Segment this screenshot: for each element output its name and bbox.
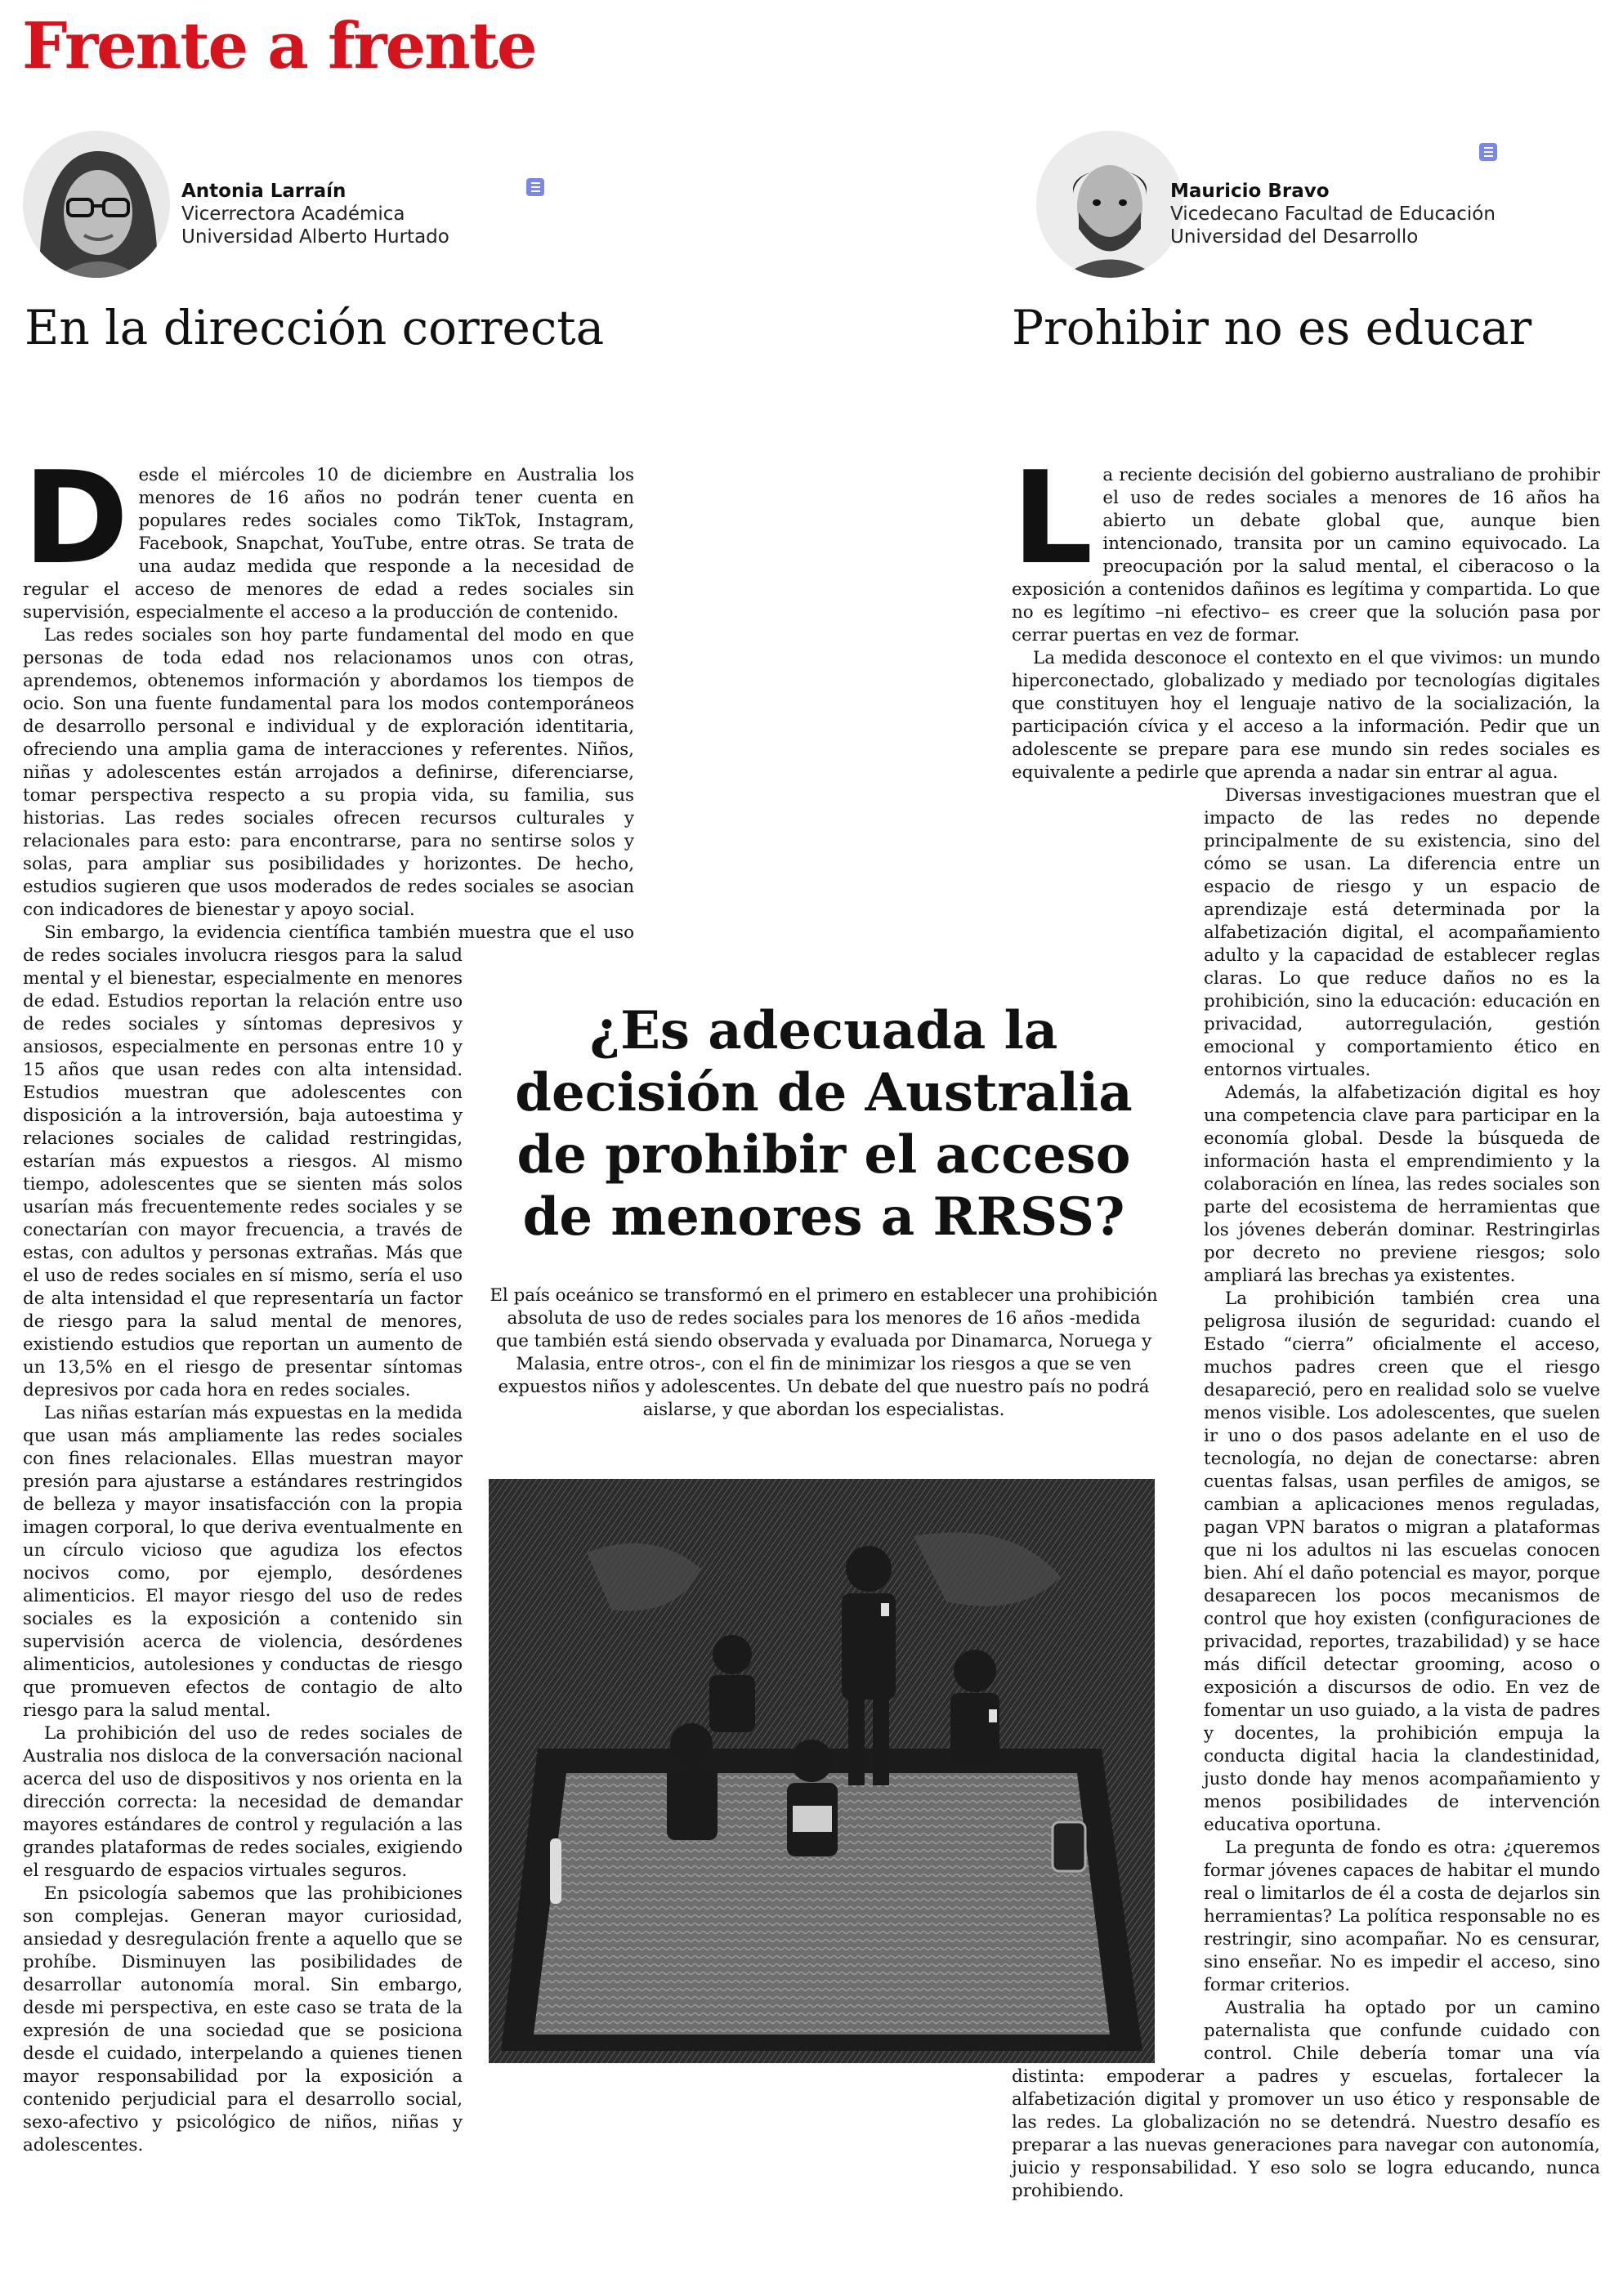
- left-paragraph: En psicología sabemos que las prohibiciones son complejas. Generan mayor curiosidad, ansiedad y desregulación frente a aquello que se prohíbe. Disminuyen las posibilidades de desarrollar autonomía moral. Sin embargo, desde mi perspectiva, en este caso se trata de la expresión de una sociedad que se posiciona desde el cuidado, interpelando a quienes tienen mayor responsabilidad por la exposición a contenido perjudicial para el desarrollo social, sexo-afectivo y psicológico de niños, niñas y adolescentes.: [23, 1883, 463, 2155]
- right-note-icon[interactable]: [1479, 143, 1497, 161]
- debate-lead: El país oceánico se transformó en el primero en establecer una prohibición absoluta de uso de redes sociales para los menores de 16 años -medida que también está siendo observada y evaluada por Dinamarca, Noruega y Malasia, entre otros-, con el fin de minimizar los riesgos a que se ven expuestos niños y adolescentes. Un debate del que nuestro país no podrá aislarse, y que abordan los especialistas.: [490, 1285, 1158, 1420]
- right-paragraph: Además, la alfabetización digital es hoy una competencia clave para participar en la economía global. Desde la búsqueda de información hasta el emprendimiento y la colaboración en línea, las redes sociales son parte del ecosistema de herramientas que los jóvenes deberán dominar. Restringirlas por decreto no previene riesgos; solo ampliará las brechas ya existentes.: [1204, 1083, 1600, 1286]
- right-author-role: Vicedecano Facultad de Educación: [1170, 203, 1496, 225]
- right-paragraph: Australia ha optado por un camino paternalista que confunde cuidado con control. Chile debería tomar una vía distinta: empoderar a padres y escuelas, fortalecer la alfabetización digital y promover un uso ético y responsable de las redes. La globalización no se detendrá. Nuestro desafío es preparar a las nuevas generaciones para navegar con autonomía, juicio y responsabilidad. Y eso solo se logra educando, nunca prohibiendo.: [1012, 1998, 1600, 2201]
- left-paragraph: La prohibición del uso de redes sociales de Australia nos disloca de la conversación nacional acerca del uso de dispositivos y nos orienta en la dirección correcta: la necesidad de demandar mayores estándares de control y regulación a las grandes plataformas de redes sociales, exigiendo el resguardo de espacios virtuales seguros.: [23, 1723, 463, 1881]
- right-author-byline: [1170, 180, 1496, 248]
- left-dropcap: D: [23, 444, 129, 592]
- right-paragraph: La pregunta de fondo es otra: ¿queremos formar jóvenes capaces de habitar el mundo real o limitarlos de él a costa de dejarlos sin herramientas? La política responsable no es restringir, sino acompañar. No es censurar, sino enseñar. No es impedir el acceso, sino formar criterios.: [1204, 1838, 1600, 1995]
- right-paragraph: La medida desconoce el contexto en el que vivimos: un mundo hiperconectado, globalizado y mediado por tecnologías digitales que constituyen hoy el lenguaje nativo de la socialización, la participación cívica y el acceso a la información. Pedir que un adolescente se prepare para ese mundo sin redes sociales es equivalente a pedirle que aprenda a nadar sin entrar al agua.: [1012, 648, 1600, 783]
- left-paragraph: Las niñas estarían más expuestas en la medida que usan más ampliamente las redes sociales con fines relacionales. Ellas muestran mayor presión para ajustarse a estándares restringidos de belleza y mayor insatisfacción con la propia imagen corporal, lo que deriva eventualmente en un círculo vicioso que agudiza los efectos nocivos como, por ejemplo, desórdenes alimenticios. El mayor riesgo del uso de redes sociales es la exposición a contenido sin supervisión acerca de violencia, desórdenes alimenticios, autolesiones y conductas de riesgo que promueven efectos de contagio de alto riesgo para la salud mental.: [23, 1403, 463, 1721]
- portrait-woman-icon: [23, 131, 170, 278]
- right-author-photo: [1036, 131, 1183, 278]
- right-dropcap: L: [1012, 444, 1093, 592]
- left-paragraph: Sin embargo, la evidencia científica también muestra que el uso de redes sociales involucra riesgos para la salud mental y el bienestar, especialmente en menores de edad. Estudios reportan la relación entre uso de redes sociales y síntomas depresivos y ansiosos, especialmente en personas entre 10 y 15 años que usan redes con alta intensidad. Estudios muestran que adolescentes con disposición a la introversión, baja autoestima y relaciones sociales de calidad restringidas, estarían más expuestos a riesgos. Al mismo tiempo, adolescentes que se sienten más solos usarían más frecuentemente redes sociales y se conectarían con mayor frecuencia, a través de estas, con adultos y personas extrañas. Más que el uso de redes sociales en sí mismo, sería el uso de alta intensidad el que representaría un factor de riesgo para la salud mental de menores, existiendo estudios que reportan un aumento de un 13,5% en el riesgo de presentar síntomas depresivos por cada hora en redes sociales.: [23, 922, 634, 1400]
- teens-in-tablet-pool-illustration-icon: [489, 1479, 1155, 2063]
- right-headline: Prohibir no es educar: [1012, 300, 1532, 355]
- right-paragraph: a reciente decisión del gobierno australiano de prohibir el uso de redes sociales a menores de 16 años ha abierto un debate global que, aunque bien intencionado, transita por un camino equivocado. La preocupación por la salud mental, el ciberacoso o la exposición a contenidos dañinos es legítima y compartida. Lo que no es legítimo –ni efectivo– es creer que la solución pasa por cerrar puertas en vez de formar.: [1012, 465, 1600, 645]
- left-author-photo: [23, 131, 170, 278]
- right-author-institution: Universidad del Desarrollo: [1170, 226, 1419, 248]
- left-note-icon[interactable]: [526, 178, 544, 196]
- illustration: [489, 1479, 1155, 2063]
- left-paragraph: esde el miércoles 10 de diciembre en Australia los menores de 16 años no podrán tener cuenta en populares redes sociales como TikTok, Instagram, Facebook, Snapchat, YouTube, entre otras. Se trata de una audaz medida que responde a la necesidad de regular el acceso de menores de edad a redes sociales sin supervisión, especialmente el acceso a la producción de contenido.: [23, 465, 634, 623]
- debate-question: ¿Es adecuada la decisión de Australia de prohibir el acceso de menores a RRSS?: [515, 1000, 1133, 1248]
- section-title: Frente a frente: [22, 9, 536, 83]
- right-paragraph: Diversas investigaciones muestran que el impacto de las redes no depende principalmente de su existencia, sino del cómo se usan. La diferencia entre un espacio de riesgo y un espacio de aprendizaje está determinada por la alfabetización digital, el acompañamiento adulto y la capacidad de establecer reglas claras. Lo que reduce daños no es la prohibición, sino la educación: educación en privacidad, autorregulación, gestión emocional y comportamiento ético en entornos virtuales.: [1204, 785, 1600, 1080]
- left-paragraph: Las redes sociales son hoy parte fundamental del modo en que personas de toda edad nos relacionamos unos con otras, aprendemos, obtenemos información y abordamos los tiempos de ocio. Son una fuente fundamental para los modos contemporáneos de desarrollo personal e individual y de exploración identitaria, ofreciendo una amplia gama de interacciones y referentes. Niños, niñas y adolescentes están arrojados a definirse, diferenciarse, tomar perspectiva respecto a su propia vida, su familia, sus historias. Las redes sociales ofrecen recursos culturales y relacionales para esto: para encontrarse, para no sentirse solos y solas, para ampliar sus posibilidades y horizontes. De hecho, estudios sugieren que usos moderados de redes sociales se asocian con indicadores de bienestar y apoyo social.: [23, 625, 634, 920]
- left-author-institution: Universidad Alberto Hurtado: [181, 226, 449, 248]
- left-headline: En la dirección correcta: [25, 300, 605, 355]
- portrait-man-icon: [1036, 131, 1183, 278]
- left-author-byline: [181, 180, 449, 248]
- left-author-role: Vicerrectora Académica: [181, 203, 405, 225]
- left-author-name: Antonia Larraín: [181, 181, 347, 202]
- right-paragraph: La prohibición también crea una peligrosa ilusión de seguridad: cuando el Estado “cierra” oficialmente el acceso, muchos padres creen que el riesgo desapareció, pero en realidad solo se vuelve menos visible. Los adolescentes, que suelen ir uno o dos pasos adelante en el uso de tecnología, no dejan de conectarse: abren cuentas falsas, usan perfiles de amigos, se cambian a aplicaciones menos reguladas, pagan VPN baratos o migran a plataformas que ni los adultos ni las escuelas conocen bien. Ahí el daño potencial es mayor, porque desaparecen los pocos mecanismos de control que hoy existen (configuraciones de privacidad, reportes, trazabilidad) y se hace más difícil detectar grooming, acoso o exposición a discursos de odio. En vez de fomentar un uso guiado, a la vista de padres y docentes, la prohibición empuja la conducta digital hacia la clandestinidad, justo donde hay menos acompañamiento y menos posibilidades de intervención educativa oportuna.: [1204, 1289, 1600, 1835]
- right-author-name: Mauricio Bravo: [1170, 181, 1330, 202]
